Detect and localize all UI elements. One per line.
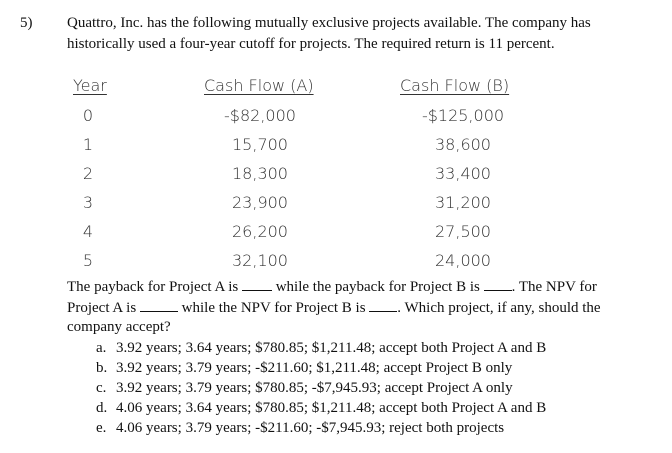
option-d bbox=[96, 399, 546, 418]
option-text: 3.92 years; 3.64 years; $780.85; $1,211.48; accept both Project A and B bbox=[116, 340, 547, 356]
option-letter: c. bbox=[96, 380, 107, 396]
prompt-text: while the payback for Project B is bbox=[275, 279, 480, 295]
cell-cash-flow-b: -$125,000 bbox=[421, 106, 505, 125]
option-text: 3.92 years; 3.79 years; $780.85; -$7,945.93; accept Project A only bbox=[116, 380, 513, 396]
cell-year: 0 bbox=[82, 106, 94, 125]
prompt-text: . Which project, if any, should the bbox=[397, 300, 601, 316]
prompt-text: Project A is bbox=[67, 300, 137, 316]
question-number: 5) bbox=[20, 15, 33, 31]
option-b bbox=[96, 359, 512, 378]
prompt-text: . The NPV for bbox=[511, 279, 597, 295]
answer-blank bbox=[484, 276, 512, 291]
cell-year: 1 bbox=[82, 135, 94, 154]
answer-blank bbox=[369, 297, 397, 312]
cell-year: 5 bbox=[82, 251, 94, 270]
cell-cash-flow-b: 38,600 bbox=[435, 135, 491, 154]
option-letter: d. bbox=[96, 400, 108, 416]
option-c bbox=[96, 379, 513, 398]
option-text: 3.92 years; 3.79 years; -$211.60; $1,211.48; accept Project B only bbox=[116, 360, 513, 376]
cell-cash-flow-a: 26,200 bbox=[232, 222, 288, 241]
question-text-line-1: Quattro, Inc. has the following mutually exclusive projects available. The company has bbox=[67, 15, 591, 31]
prompt-text: while the NPV for Project B is bbox=[181, 300, 366, 316]
cell-cash-flow-b: 27,500 bbox=[435, 222, 491, 241]
option-text: 4.06 years; 3.79 years; -$211.60; -$7,945.93; reject both projects bbox=[116, 420, 505, 436]
answer-blank bbox=[140, 297, 178, 312]
prompt-line-1 bbox=[67, 276, 597, 297]
answer-blank bbox=[242, 276, 272, 291]
question-text-line-2: historically used a four-year cutoff for projects. The required return is 11 percent. bbox=[67, 36, 555, 52]
option-text: 4.06 years; 3.64 years; $780.85; $1,211.48; accept both Project A and B bbox=[116, 400, 547, 416]
header-cash-flow-a: Cash Flow (A) bbox=[204, 76, 314, 95]
cell-cash-flow-a: -$82,000 bbox=[224, 106, 296, 125]
cell-cash-flow-b: 24,000 bbox=[435, 251, 491, 270]
cell-cash-flow-a: 18,300 bbox=[232, 164, 288, 183]
prompt-line-2 bbox=[67, 297, 601, 318]
prompt-text: The payback for Project A is bbox=[67, 279, 239, 295]
option-e bbox=[96, 419, 504, 438]
header-year: Year bbox=[73, 76, 107, 95]
option-letter: b. bbox=[96, 360, 108, 376]
option-a bbox=[96, 339, 546, 358]
cell-cash-flow-b: 33,400 bbox=[435, 164, 491, 183]
option-letter: a. bbox=[96, 340, 107, 356]
prompt-line-3: company accept? bbox=[67, 319, 171, 335]
cell-cash-flow-b: 31,200 bbox=[435, 193, 491, 212]
cell-cash-flow-a: 23,900 bbox=[232, 193, 288, 212]
header-cash-flow-b: Cash Flow (B) bbox=[400, 76, 510, 95]
option-letter: e. bbox=[96, 420, 107, 436]
cell-cash-flow-a: 15,700 bbox=[232, 135, 288, 154]
cell-year: 4 bbox=[82, 222, 94, 241]
cell-year: 2 bbox=[82, 164, 94, 183]
cell-year: 3 bbox=[82, 193, 94, 212]
cell-cash-flow-a: 32,100 bbox=[232, 251, 288, 270]
